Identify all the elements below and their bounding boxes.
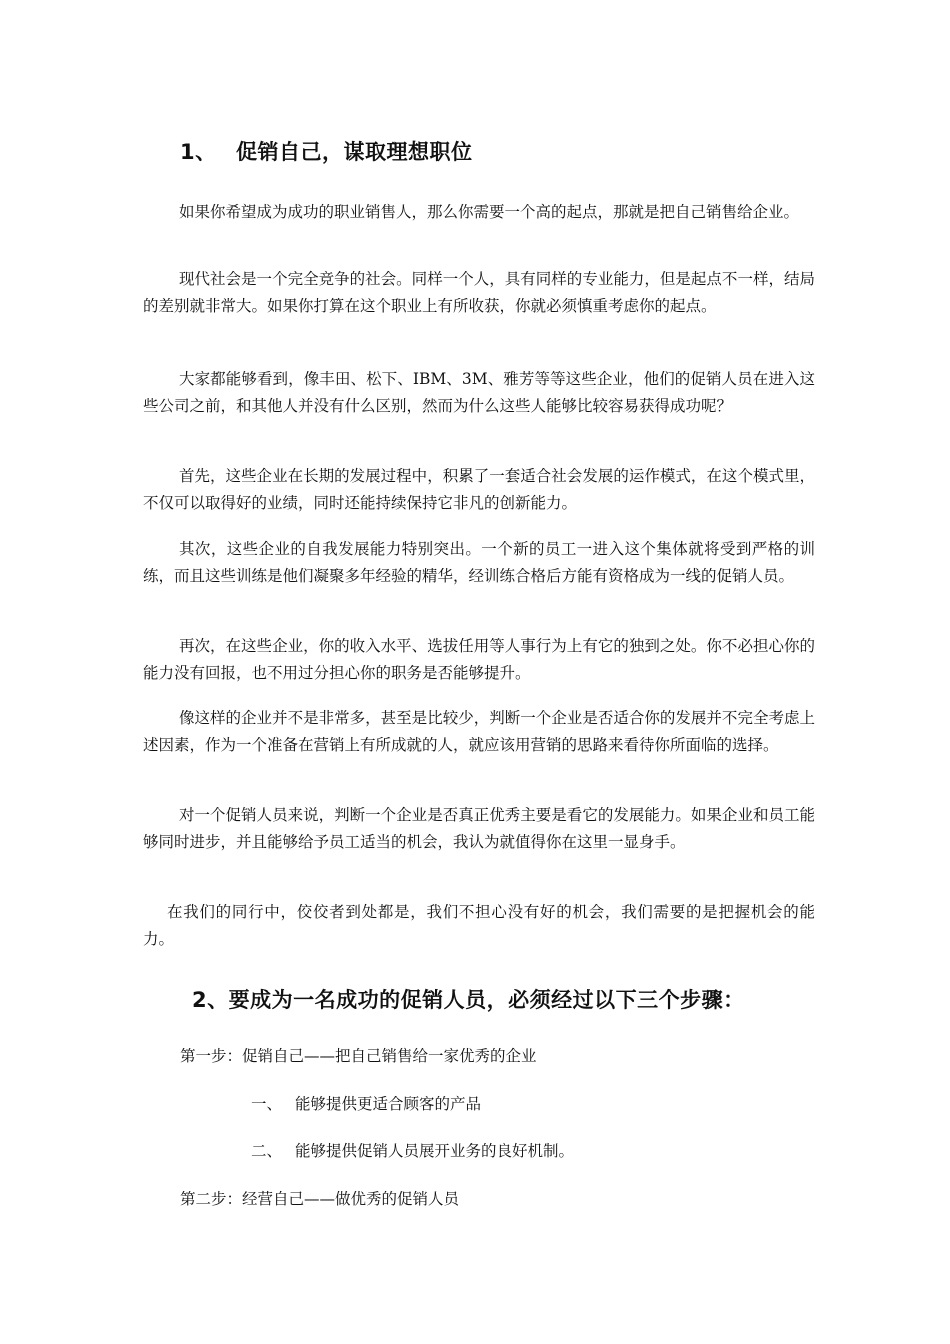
- section-1-number: 1、: [180, 140, 217, 164]
- step-2: 第二步：经营自己——做优秀的促销人员: [180, 1190, 460, 1208]
- section-2-heading: 2、要成为一名成功的促销人员，必须经过以下三个步骤：: [192, 988, 745, 1012]
- paragraph-5: 其次，这些企业的自我发展能力特别突出。一个新的员工一进入这个集体就将受到严格的训练，而且这些训练是他们凝聚多年经验的精华，经训练合格后方能有资格成为一线的促销人员。: [143, 540, 815, 585]
- paragraph-4: 首先，这些企业在长期的发展过程中，积累了一套适合社会发展的运作模式，在这个模式里，不仅可以取得好的业绩，同时还能持续保持它非凡的创新能力。: [143, 467, 815, 512]
- step-1: 第一步：促销自己——把自己销售给一家优秀的企业: [180, 1047, 537, 1065]
- paragraph-1: 如果你希望成为成功的职业销售人，那么你需要一个高的起点，那就是把自己销售给企业。: [179, 203, 800, 221]
- paragraph-8: 对一个促销人员来说，判断一个企业是否真正优秀主要是看它的发展能力。如果企业和员工能够同时进步，并且能够给予员工适当的机会，我认为就值得你在这里一显身手。: [143, 806, 815, 851]
- step-1-item-2-text: 能够提供促销人员展开业务的良好机制。: [295, 1142, 575, 1160]
- paragraph-2: 现代社会是一个完全竞争的社会。同样一个人，具有同样的专业能力，但是起点不一样，结局的差别就非常大。如果你打算在这个职业上有所收获，你就必须慎重考虑你的起点。: [143, 270, 815, 315]
- paragraph-9: 在我们的同行中，佼佼者到处都是，我们不担心没有好的机会，我们需要的是把握机会的能力。: [143, 903, 815, 948]
- step-1-item-2: [251, 1138, 574, 1164]
- section-1-heading: [180, 136, 473, 166]
- step-1-item-1-marker: 一、: [251, 1095, 283, 1113]
- step-1-item-1: [251, 1091, 481, 1117]
- step-1-item-2-marker: 二、: [251, 1142, 283, 1160]
- paragraph-6: 再次，在这些企业，你的收入水平、选拔任用等人事行为上有它的独到之处。你不必担心你的能力没有回报，也不用过分担心你的职务是否能够提升。: [143, 637, 815, 682]
- paragraph-7: 像这样的企业并不是非常多，甚至是比较少，判断一个企业是否适合你的发展并不完全考虑上述因素，作为一个准备在营销上有所成就的人，就应该用营销的思路来看待你所面临的选择。: [143, 709, 815, 754]
- paragraph-3: 大家都能够看到，像丰田、松下、IBM、3M、雅芳等等这些企业，他们的促销人员在进入这些公司之前，和其他人并没有什么区别，然而为什么这些人能够比较容易获得成功呢？: [143, 370, 815, 415]
- section-1-title: 促销自己，谋取理想职位: [236, 140, 473, 164]
- step-1-item-1-text: 能够提供更适合顾客的产品: [295, 1095, 482, 1113]
